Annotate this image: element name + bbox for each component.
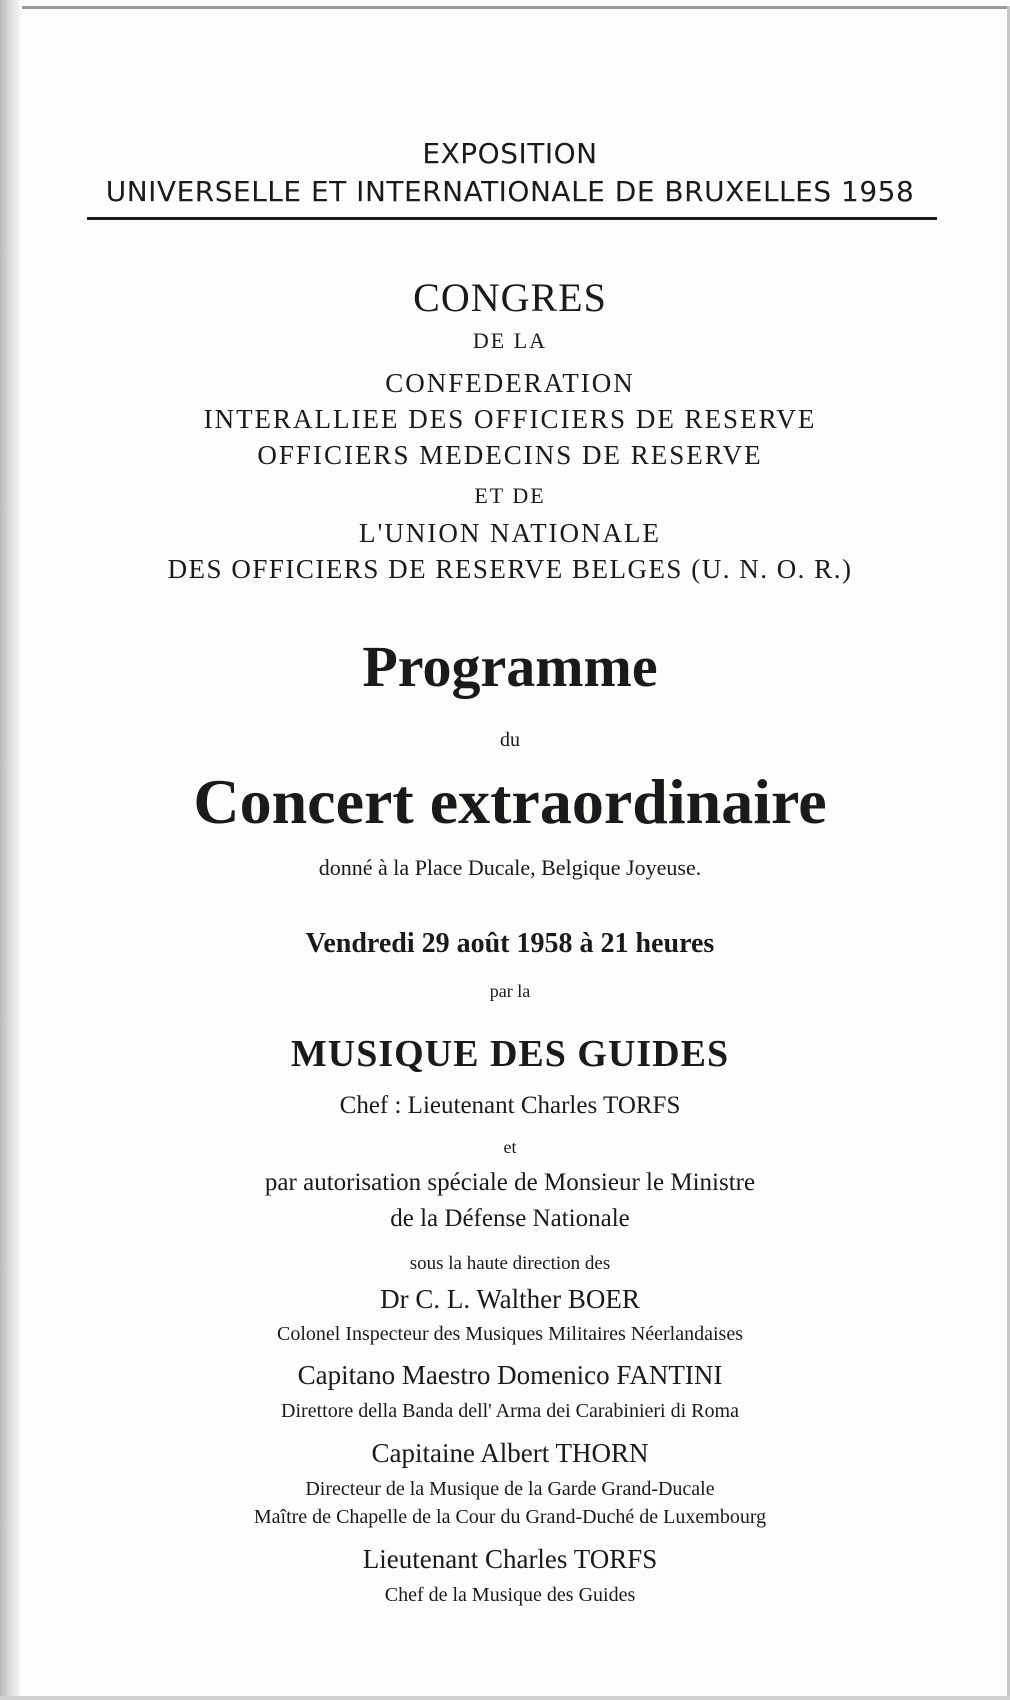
congress-line-belges: DES OFFICIERS DE RESERVE BELGES (U. N. O. R.): [167, 554, 853, 584]
exposition-title: EXPOSITION: [422, 137, 598, 170]
header-rule: [87, 217, 937, 220]
authorization-line: par autorisation spéciale de Monsieur le Ministre: [264, 1169, 756, 1196]
concert-title: Concert extraordinaire: [193, 766, 827, 837]
congress-line-de-la: DE LA: [472, 328, 548, 353]
congress-line-medecins: OFFICIERS MEDECINS DE RESERVE: [257, 440, 763, 470]
conductor-name: Capitaine Albert THORN: [371, 1438, 649, 1468]
exposition-subtitle: UNIVERSELLE ET INTERNATIONALE DE BRUXELLES 1958: [105, 175, 915, 208]
direction-intro: sous la haute direction des: [409, 1253, 611, 1274]
orchestra-chef: Chef : Lieutenant Charles TORFS: [339, 1092, 681, 1119]
conductor-title: Colonel Inspecteur des Musiques Militaires Néerlandaises: [277, 1323, 743, 1345]
programme-title: Programme: [362, 634, 658, 699]
conductor-name: Lieutenant Charles TORFS: [362, 1544, 658, 1574]
scan-left-shadow: [0, 0, 22, 1700]
congress-title: CONGRES: [413, 275, 607, 320]
programme-du: du: [500, 729, 520, 751]
conductor-title: Chef de la Musique des Guides: [384, 1584, 636, 1606]
congress-line-union: L'UNION NATIONALE: [358, 518, 662, 548]
conductor-name: Capitano Maestro Domenico FANTINI: [297, 1360, 723, 1390]
conductor-title: Directeur de la Musique de la Garde Grand-Ducale: [305, 1478, 715, 1500]
concert-date: Vendredi 29 août 1958 à 21 heures: [305, 928, 715, 959]
programme-page: [60, 0, 960, 1700]
conductor-title: Maître de Chapelle de la Cour du Grand-Duché de Luxembourg: [253, 1506, 767, 1528]
defense-line: de la Défense Nationale: [390, 1205, 630, 1232]
congress-line-confederation: CONFEDERATION: [385, 368, 635, 398]
concert-location: donné à la Place Ducale, Belgique Joyeuse.: [318, 855, 702, 880]
congress-line-interalliee: INTERALLIEE DES OFFICIERS DE RESERVE: [203, 404, 817, 434]
programme-par: par la: [489, 981, 531, 1001]
conductor-title: Direttore della Banda dell' Arma dei Carabinieri di Roma: [281, 1400, 739, 1422]
orchestra-et: et: [503, 1137, 517, 1157]
conductor-name: Dr C. L. Walther BOER: [380, 1284, 640, 1314]
orchestra-name: MUSIQUE DES GUIDES: [290, 1033, 730, 1075]
congress-line-et-de: ET DE: [474, 483, 546, 508]
